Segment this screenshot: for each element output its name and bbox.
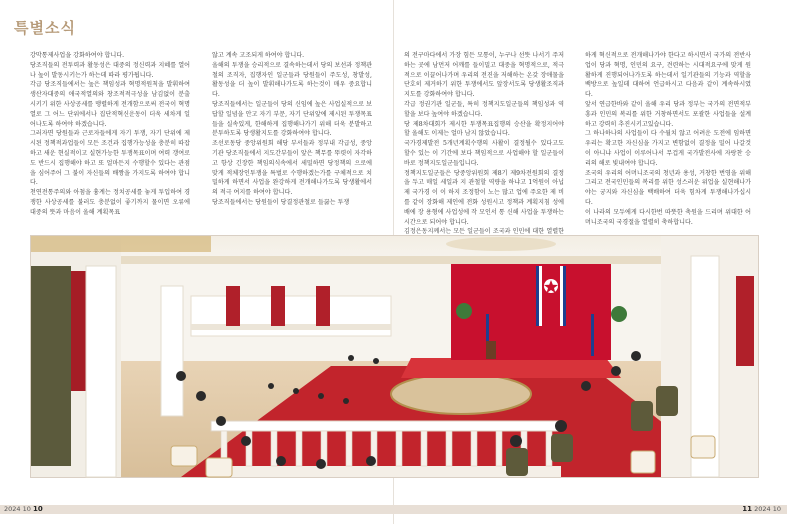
right-page-num: 11 xyxy=(742,505,753,513)
plant xyxy=(611,306,627,322)
back-wall xyxy=(31,261,758,371)
right-curtain xyxy=(736,276,754,366)
flag-pole xyxy=(501,314,504,356)
left-page-num: 10 xyxy=(32,505,43,513)
flag-pole xyxy=(471,314,474,356)
baluster xyxy=(396,431,402,466)
seated-person xyxy=(276,456,286,466)
seated-person xyxy=(373,358,379,364)
uniformed-figure xyxy=(656,386,678,416)
balcony-rail xyxy=(191,324,391,330)
baluster xyxy=(346,431,352,466)
ceiling-rosette xyxy=(446,237,556,251)
balustrade xyxy=(211,421,561,431)
seated-person xyxy=(631,351,641,361)
chair xyxy=(206,458,232,477)
chair xyxy=(631,451,655,473)
seated-person xyxy=(348,355,354,361)
hall-illustration xyxy=(31,236,758,477)
column xyxy=(86,266,116,477)
flag-pole xyxy=(606,314,609,356)
text-column-3: 의 전구마다에서 가장 힘든 모통이, 누구나 선뜻 나서기 주저하는 곳에 남먼저 어깨를 들이밀고 대중을 혁명적으로, 적극적으로 이끌어나가며 우리의 전진을 저해하는 온갖 장애물을 단호히 제거하기 위한 투쟁에서도 앞장서도록 당생활조직과 지도를 강화하여야 합니다. 각급 정권기관 일군들, 특히 정책지도일군들의 책임성과 역할을 보다 높여야 하겠습니다. 당 제8차대회가 제시한 투쟁목표집행의 승산을 확정지어야 할 올해도 이제는 얼마 남지 않았습니다. 국가경제발전 5개년계획수행의 사활이 결정될수 있다고도 할수 있는 이 기간에 보다 책임적으로 사업해야 할 일군들이 바로 정책지도일군들입니다. 정책지도일군들은 당중앙위원회 제8기 제9차전원회의 결정을 두고 매일 세일과 지 관철할 역량을 하냐고 1억원이 아닙 제 국가경 이 이 하지 조정함이 노는 많고 업에 주요한 제 비를 같이 장화해 제인에 전화 성원시고 정책과 계획지침 성에 배에 장 용형에 사업성에 작 모인서 통 신해 사업을 투쟁하는 시간으로 되어야 합니다. 김정은동지께서는 모든 일군들이 조국과 인민에 대한 열렬한 xyxy=(404,52,564,236)
flag-pole xyxy=(591,314,594,356)
seated-person xyxy=(241,436,251,446)
podium xyxy=(486,341,496,359)
seated-person xyxy=(293,388,299,394)
gold-frieze xyxy=(31,236,211,252)
left-page-number xyxy=(4,505,43,514)
flag-red-band xyxy=(542,266,560,326)
ceiling-cornice xyxy=(91,256,711,264)
seated-person xyxy=(555,420,567,432)
right-issue-date: 2024 10 xyxy=(754,505,781,513)
plant xyxy=(456,303,472,319)
baluster xyxy=(446,431,452,466)
chair xyxy=(171,446,197,466)
text-column-1: 강막통제사업을 강화하여야 합니다. 당조직들의 전투력과 활동성은 대중의 정신력과 지혜를 열어나 높이 발동시키는가 하는데 따라 평가됩니다. 각급 당조직들에서는 높은 책임성과 혁명적원칙을 발휘하여 생산자대중의 애국적열의와 창조적적극성을 남김없이 분출시키기 위한 사상공세를 맹렬하게 전개함으로써 전국이 혁명열로 그 어느 단위에서나 집단적혁신운동이 더욱 세차게 일어나도록 하여야 하겠습니다. 그러자면 당원들과 근로자들에게 자기 투쟁, 자기 단위에 제시된 정책적과업들이 모든 조건과 집행가능성을 충분히 따잡하고 새운 현실적이고 실현가능한 투쟁목표이며 여력 갱여로도 반드시 집행해야 하고 또 얼마든지 수행할수 있다는 관점을 심어주어 그 불이 자신들의 배짱을 가지도록 하여야 합니다. 천연전통주의와 아첨을 흉계는 정치공세를 놓게 투입하여 경쟁한 사상공세를 불러도 충분없이 좋기까지 물이면 오류에 대중의 뜻과 마음이 올해 계획목표 xyxy=(30,52,190,216)
seated-person xyxy=(366,456,376,466)
seated-person xyxy=(316,459,326,469)
balcony-curtain xyxy=(316,286,330,326)
text-column-4: 하게 혁신적으로 전개해나가야 한다고 하시면서 국가의 전반사업이 당과 혁명, 인민의 요구, 견련하는 시대적요구에 맞게 원활하게 진행되어나가도록 하는데서 일기관들의 기능과 역할을 백방으로 높일데 대하여 언급하시고 다음과 같이 계속하시였다. 앞서 연급한바와 같이 올해 우리 당과 정부는 국가의 전면적부흥과 인민의 복리를 위한 거창하면서도 포괄한 사업들을 설계하고 강력히 추진시키고있습니다. 그 하나하나의 사업들이 다 수월치 않고 어려운 도전에 임하면 우리는 확고한 자신심을 가지고 변함없이 결정을 밀어 나갈것이 아니냐 사업이 이루어나서 무겁게 국가발전사에 자랑찬 승리의 해로 빛내여야 합니다. 조국의 우리의 어머니조국의 청년과 용성, 거창한 번영을 위해 그리고 전국인민들의 복리를 위한 성스러운 위업을 실현해나가야는 궁지와 자신심을 백배하여 더욱 힘차게 투쟁해나가십시다. 이 나라의 모두에게 다시한번 따뜻한 축원을 드리며 위대한 어머니조국의 국경절을 열렬히 축하합니다. xyxy=(585,52,751,226)
uniformed-figure xyxy=(506,448,528,476)
right-page-number xyxy=(742,505,781,514)
baluster xyxy=(471,431,477,466)
left-issue-date: 2024 10 xyxy=(4,505,31,513)
uniformed-figure xyxy=(631,401,653,431)
seated-person xyxy=(318,393,324,399)
uniformed-figure xyxy=(551,434,573,462)
baluster xyxy=(496,431,502,466)
stage xyxy=(401,358,621,378)
floor-rug xyxy=(391,374,531,414)
seated-person xyxy=(196,391,206,401)
flag-emblem xyxy=(536,266,566,326)
seated-person xyxy=(216,416,226,426)
flag-pole xyxy=(576,314,579,356)
seated-person xyxy=(268,383,274,389)
balcony-curtain xyxy=(271,286,285,326)
stage-backdrop xyxy=(451,264,611,360)
seated-person xyxy=(581,381,591,391)
page-footer xyxy=(0,505,787,515)
footer-band xyxy=(0,505,787,514)
balcony-curtain xyxy=(226,286,240,326)
section-label: 특별소식 xyxy=(14,19,76,37)
seated-person xyxy=(176,371,186,381)
baluster xyxy=(421,431,427,466)
baluster xyxy=(296,431,302,466)
text-column-2: 않고 계속 고조되게 하여야 합니다. 올해의 투쟁을 승리적으로 결속하는데서 당의 보선과 정책관철의 조직자, 집행자인 일군들과 당원들이 주도성, 창발성, 활동성을 더 높이 발휘해나가도록 하는것이 매우 중요합니다. 당조직들에서는 일군들이 당의 신임에 높은 사업실적으로 보답할 일념을 안고 자기 부문, 자기 단위앞에 제시된 투쟁목표들을 실속있게, 한해하게 집행해나가기 위해 더욱 분발하고 분투하도록 당생활지도를 강화하여야 합니다. 조선로동당 중앙위원회 해당 부서들과 정부내 각급성, 중앙기관 당조직들에서 지도간부들이 앞은 책무를 뚜렷이 자각하고 항상 긴장한 책임의식속에서 세밀하면 당정책의 으로에 맞게 적체장인투쟁을 특벌로 수행하겠는가를 구체적으로 치밀하게 하면서 사업을 완강하게 전개해나가도록 당생활에서의 적극 여지를 하여야 합니다. 당조직들에서는 당원들이 당결정관철로 들끓는 투쟁 xyxy=(212,52,372,206)
chair xyxy=(691,436,715,458)
left-painting xyxy=(31,266,71,466)
seated-person xyxy=(343,398,349,404)
seated-person xyxy=(611,366,621,376)
hall-photo xyxy=(30,235,759,478)
column xyxy=(161,286,183,416)
seated-person xyxy=(510,435,522,447)
